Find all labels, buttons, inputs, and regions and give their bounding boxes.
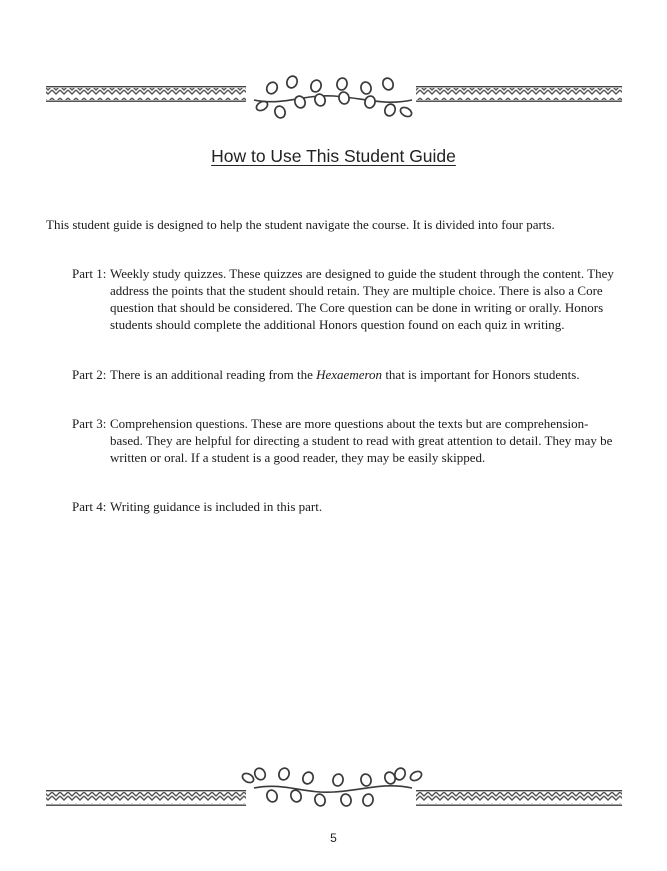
part-4-item bbox=[72, 498, 620, 515]
page-title-text: How to Use This Student Guide bbox=[211, 146, 456, 166]
part-4-label: Part 4: bbox=[72, 499, 107, 514]
part-3-label: Part 3: bbox=[72, 416, 107, 431]
page-number: 5 bbox=[330, 831, 337, 845]
part-1-text: Weekly study quizzes. These quizzes are designed to guide the student through the content. They address the points that the student should retain. They are multiple choice. There is also a Core question that should be considered. The Core question can be done in writing or orally. Honors students should complete the additional Honors question found on each quiz in writing. bbox=[110, 266, 614, 332]
part-4-text: Writing guidance is included in this part. bbox=[110, 499, 323, 514]
part-2-text-italic: Hexaemeron bbox=[316, 367, 383, 382]
part-2-text-before: There is an additional reading from the bbox=[110, 367, 317, 382]
part-2-label: Part 2: bbox=[72, 367, 107, 382]
part-2-item bbox=[72, 366, 620, 383]
page-title bbox=[0, 146, 667, 167]
bottom-laurel-divider-icon bbox=[44, 766, 624, 816]
part-2-text bbox=[110, 366, 620, 383]
part-1-item bbox=[72, 265, 620, 333]
part-2-text-after: that is important for Honors students. bbox=[382, 367, 580, 382]
part-3-text: Comprehension questions. These are more questions about the texts but are comprehension-based. They are helpful for directing a student to read with great attention to detail. They may be written or oral. If a student is a good reader, they may be easily skipped. bbox=[110, 416, 613, 465]
intro-paragraph: This student guide is designed to help the student navigate the course. It is divided into four parts. bbox=[46, 217, 555, 232]
part-1-label: Part 1: bbox=[72, 266, 107, 281]
part-3-item bbox=[72, 415, 620, 466]
top-laurel-divider-icon bbox=[44, 72, 624, 122]
